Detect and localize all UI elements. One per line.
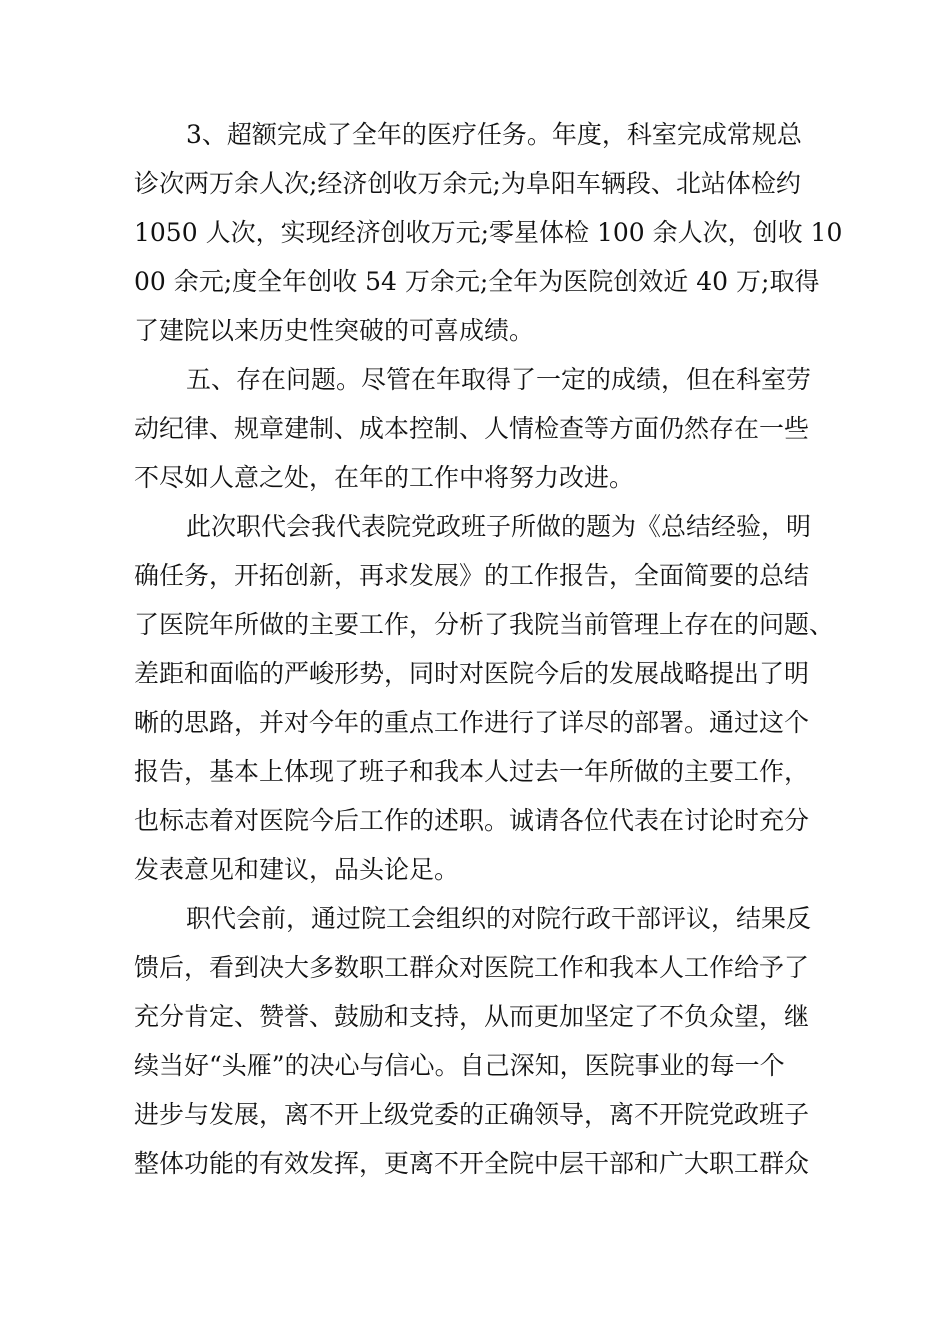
text-line: 00 余元;度全年创收 54 万余元;全年为医院创效近 40 万;取得 xyxy=(134,267,820,296)
text-line: 3、超额完成了全年的医疗任务。年度，科室完成常规总 xyxy=(186,120,802,149)
text-line: 晰的思路，并对今年的重点工作进行了详尽的部署。通过这个 xyxy=(134,708,810,737)
text-line: 续当好“头雁”的决心与信心。自己深知，医院事业的每一个 xyxy=(134,1051,785,1080)
text-line: 诊次两万余人次;经济创收万余元;为阜阳车辆段、北站体检约 xyxy=(134,169,801,198)
text-line: 了医院年所做的主要工作，分析了我院当前管理上存在的问题、 xyxy=(134,610,835,639)
text-line: 五、存在问题。尽管在年取得了一定的成绩，但在科室劳 xyxy=(186,365,812,394)
text-line: 馈后，看到决大多数职工群众对医院工作和我本人工作给予了 xyxy=(134,953,810,982)
text-line: 也标志着对医院今后工作的述职。诚请各位代表在讨论时充分 xyxy=(134,806,810,835)
text-line: 报告，基本上体现了班子和我本人过去一年所做的主要工作， xyxy=(134,757,810,786)
text-line: 1050 人次，实现经济创收万元;零星体检 100 余人次，创收 10 xyxy=(134,218,843,247)
text-line: 此次职代会我代表院党政班子所做的题为《总结经验，明 xyxy=(186,512,812,541)
text-line: 确任务，开拓创新，再求发展》的工作报告，全面简要的总结 xyxy=(134,561,810,590)
text-line: 差距和面临的严峻形势，同时对医院今后的发展战略提出了明 xyxy=(134,659,810,688)
text-line: 不尽如人意之处，在年的工作中将努力改进。 xyxy=(134,463,635,492)
text-line: 发表意见和建议，品头论足。 xyxy=(134,855,460,884)
text-line: 动纪律、规章建制、成本控制、人情检查等方面仍然存在一些 xyxy=(134,414,810,443)
text-line: 充分肯定、赞誉、鼓励和支持，从而更加坚定了不负众望，继 xyxy=(134,1002,810,1031)
text-line: 职代会前，通过院工会组织的对院行政干部评议，结果反 xyxy=(186,904,812,933)
text-line: 整体功能的有效发挥，更离不开全院中层干部和广大职工群众 xyxy=(134,1149,810,1178)
text-line: 进步与发展，离不开上级党委的正确领导，离不开院党政班子 xyxy=(134,1100,810,1129)
text-line: 了建院以来历史性突破的可喜成绩。 xyxy=(134,316,535,345)
